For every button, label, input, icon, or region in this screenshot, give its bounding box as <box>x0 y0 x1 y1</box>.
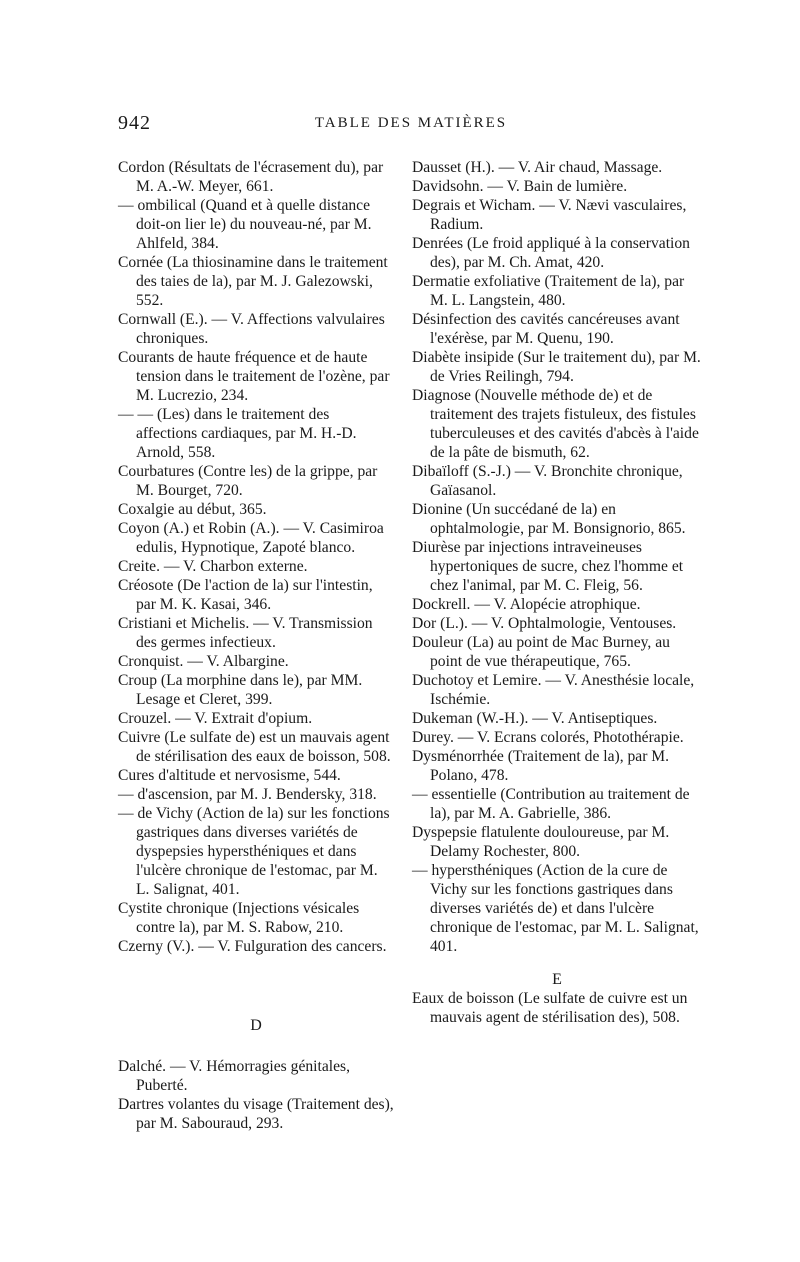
index-entry: Czerny (V.). — V. Fulguration des cancers. <box>118 938 387 955</box>
index-entry: Dermatie exfoliative (Traitement de la), par M. L. Langstein, 480. <box>412 273 685 309</box>
index-entry: Cronquist. — V. Albargine. <box>118 653 289 670</box>
index-entry: Dausset (H.). — V. Air chaud, Massage. <box>412 159 663 176</box>
index-entry: Dor (L.). — V. Ophtalmologie, Ventouses. <box>412 615 677 632</box>
index-entry: — ombilical (Quand et à quelle distance doit-on lier le) du nouveau-né, par M. Ahlfeld, 384. <box>118 197 372 252</box>
index-entry: Dukeman (W.-H.). — V. Antiseptiques. <box>412 710 658 727</box>
index-entry: Cures d'altitude et nervosisme, 544. <box>118 767 341 784</box>
index-entry: Douleur (La) au point de Mac Burney, au point de vue thérapeutique, 765. <box>412 634 670 670</box>
entries-d-continued <box>412 158 702 956</box>
index-entry: — — (Les) dans le traitement des affections cardiaques, par M. H.-D. Arnold, 558. <box>118 406 357 461</box>
index-entry: Croup (La morphine dans le), par MM. Lesage et Cleret, 399. <box>118 672 363 708</box>
index-entry: Creite. — V. Charbon externe. <box>118 558 308 575</box>
left-column <box>118 158 394 1133</box>
index-entry: Davidsohn. — V. Bain de lumière. <box>412 178 628 195</box>
index-entry: Diagnose (Nouvelle méthode de) et de traitement des trajets fistuleux, des fistules tuberculeuses et des cavités d'abcès à l'aide de la pâte de bismuth, 62. <box>412 387 699 461</box>
entries-c <box>118 158 394 956</box>
index-entry: Dyspepsie flatulente douloureuse, par M. Delamy Rochester, 800. <box>412 824 670 860</box>
index-entry: Cuivre (Le sulfate de) est un mauvais agent de stérilisation des eaux de boisson, 508. <box>118 729 391 765</box>
index-entry: Denrées (Le froid appliqué à la conservation des), par M. Ch. Amat, 420. <box>412 235 690 271</box>
index-entry: Cordon (Résultats de l'écrasement du), par M. A.-W. Meyer, 661. <box>118 159 384 195</box>
index-entry: Courbatures (Contre les) de la grippe, par M. Bourget, 720. <box>118 463 378 499</box>
page-number: 942 <box>118 112 151 134</box>
section-letter-e: E <box>552 971 562 988</box>
index-entry: Dibaïloff (S.-J.) — V. Bronchite chronique, Gaïasanol. <box>412 463 683 499</box>
index-entry: Dalché. — V. Hémorragies génitales, Puberté. <box>118 1058 350 1094</box>
running-title: TABLE DES MATIÈRES <box>314 115 508 131</box>
index-entry: Courants de haute fréquence et de haute tension dans le traitement de l'ozène, par M. Lucrezio, 234. <box>118 349 390 404</box>
entries-d <box>118 1057 394 1133</box>
index-entry: Crouzel. — V. Extrait d'opium. <box>118 710 313 727</box>
index-entry: Durey. — V. Ecrans colorés, Photothérapie. <box>412 729 684 746</box>
index-entry: — essentielle (Contribution au traitement de la), par M. A. Gabrielle, 386. <box>412 786 690 822</box>
index-entry: Dionine (Un succédané de la) en ophtalmologie, par M. Bonsignorio, 865. <box>412 501 686 537</box>
entries-e <box>412 989 702 1027</box>
index-entry: — hypersthéniques (Action de la cure de Vichy sur les fonctions gastriques dans diverses variétés de) et dans l'ulcère chronique de l'estomac, par M. L. Salignat, 401. <box>412 862 699 955</box>
index-entry: — d'ascension, par M. J. Bendersky, 318. <box>118 786 377 803</box>
index-entry: Désinfection des cavités cancéreuses avant l'exérèse, par M. Quenu, 190. <box>412 311 680 347</box>
index-entry: Coxalgie au début, 365. <box>118 501 267 518</box>
right-column <box>412 158 702 1027</box>
index-entry: Coyon (A.) et Robin (A.). — V. Casimiroa edulis, Hypnotique, Zapoté blanco. <box>118 520 384 556</box>
index-entry: Diabète insipide (Sur le traitement du), par M. de Vries Reilingh, 794. <box>412 349 701 385</box>
index-entry: — de Vichy (Action de la) sur les fonctions gastriques dans diverses variétés de dyspepsies hypersthéniques et dans l'ulcère chronique de l'estomac, par M. L. Salignat, 401. <box>118 805 390 898</box>
index-entry: Cystite chronique (Injections vésicales contre la), par M. S. Rabow, 210. <box>118 900 360 936</box>
index-entry: Créosote (De l'action de la) sur l'intestin, par M. K. Kasai, 346. <box>118 577 373 613</box>
index-entry: Cristiani et Michelis. — V. Transmission des germes infectieux. <box>118 615 373 651</box>
section-letter-d: D <box>250 1017 262 1034</box>
index-entry: Degrais et Wicham. — V. Nævi vasculaires, Radium. <box>412 197 687 233</box>
index-entry: Dysménorrhée (Traitement de la), par M. Polano, 478. <box>412 748 670 784</box>
page-header <box>118 112 704 142</box>
index-entry: Cornée (La thiosinamine dans le traitement des taies de la), par M. J. Galezowski, 552. <box>118 254 388 309</box>
index-entry: Dartres volantes du visage (Traitement des), par M. Sabouraud, 293. <box>118 1096 394 1132</box>
index-entry: Cornwall (E.). — V. Affections valvulaires chroniques. <box>118 311 385 347</box>
index-entry: Diurèse par injections intraveineuses hypertoniques de sucre, chez l'homme et chez l'animal, par M. C. Fleig, 56. <box>412 539 684 594</box>
index-entry: Duchotoy et Lemire. — V. Anesthésie locale, Ischémie. <box>412 672 695 708</box>
index-entry: Dockrell. — V. Alopécie atrophique. <box>412 596 641 613</box>
index-entry: Eaux de boisson (Le sulfate de cuivre est un mauvais agent de stérilisation des), 508. <box>412 990 688 1026</box>
